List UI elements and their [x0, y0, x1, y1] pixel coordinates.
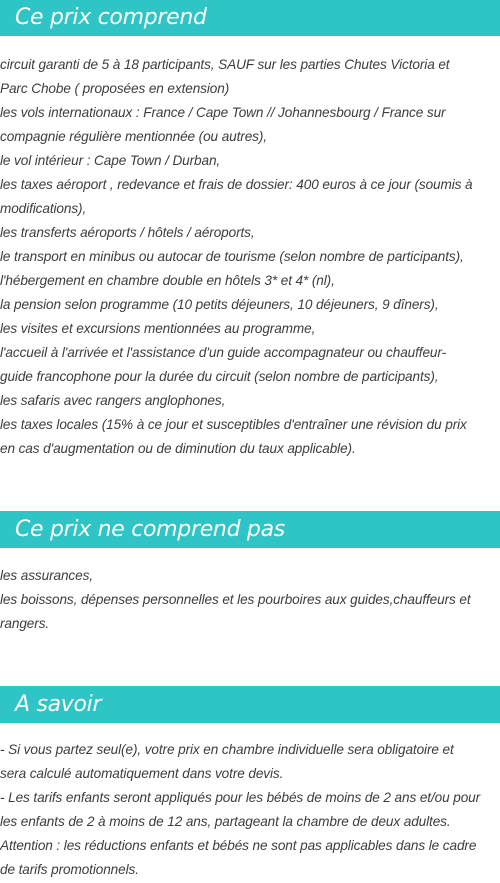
body-line: - Les tarifs enfants seront appliqués pour les bébés de moins de 2 ans et/ou pour	[0, 790, 481, 805]
body-line: les visites et excursions mentionnées au programme,	[0, 321, 316, 336]
body-line: compagnie régulière mentionnée (ou autres),	[0, 129, 267, 144]
body-line: de tarifs promotionnels.	[0, 862, 139, 877]
body-line: l'accueil à l'arrivée et l'assistance d'un guide accompagnateur ou chauffeur-	[0, 345, 447, 360]
body-line: modifications),	[0, 201, 87, 216]
section-title-ce-prix-comprend: Ce prix comprend	[0, 0, 500, 36]
body-line: Parc Chobe ( proposées en extension)	[0, 81, 230, 96]
body-line: Attention : les réductions enfants et bébés ne sont pas applicables dans le cadre	[0, 838, 477, 853]
body-line: - Si vous partez seul(e), votre prix en chambre individuelle sera obligatoire et	[0, 742, 454, 757]
body-line: sera calculé automatiquement dans votre devis.	[0, 766, 284, 781]
body-line: les safaris avec rangers anglophones,	[0, 393, 226, 408]
body-line: l'hébergement en chambre double en hôtels 3* et 4* (nl),	[0, 273, 335, 288]
body-line: les vols internationaux : France / Cape Town // Johannesbourg / France sur	[0, 105, 446, 120]
body-line: les assurances,	[0, 568, 93, 583]
section-title-ce-prix-ne-comprend-pas: Ce prix ne comprend pas	[0, 511, 500, 548]
body-line: en cas d'augmentation ou de diminution du taux applicable).	[0, 441, 356, 456]
body-line: la pension selon programme (10 petits déjeuners, 10 déjeuners, 9 dîners),	[0, 297, 439, 312]
body-line: les transferts aéroports / hôtels / aéroports,	[0, 225, 255, 240]
body-line: les enfants de 2 à moins de 12 ans, partageant la chambre de deux adultes.	[0, 814, 451, 829]
body-line: rangers.	[0, 616, 50, 631]
section-body-a-savoir	[0, 738, 500, 882]
body-line: circuit garanti de 5 à 18 participants, SAUF sur les parties Chutes Victoria et	[0, 57, 450, 72]
body-line: le vol intérieur : Cape Town / Durban,	[0, 153, 221, 168]
body-line: les taxes aéroport , redevance et frais de dossier: 400 euros à ce jour (soumis à	[0, 177, 473, 192]
section-title-a-savoir: A savoir	[0, 686, 500, 723]
body-line: le transport en minibus ou autocar de tourisme (selon nombre de participants),	[0, 249, 464, 264]
body-line: guide francophone pour la durée du circuit (selon nombre de participants),	[0, 369, 439, 384]
body-line: les taxes locales (15% à ce jour et susceptibles d'entraîner une révision du prix	[0, 417, 467, 432]
section-body-ce-prix-comprend	[0, 53, 500, 461]
section-body-ce-prix-ne-comprend-pas	[0, 564, 500, 636]
body-line: les boissons, dépenses personnelles et les pourboires aux guides,chauffeurs et	[0, 592, 471, 607]
